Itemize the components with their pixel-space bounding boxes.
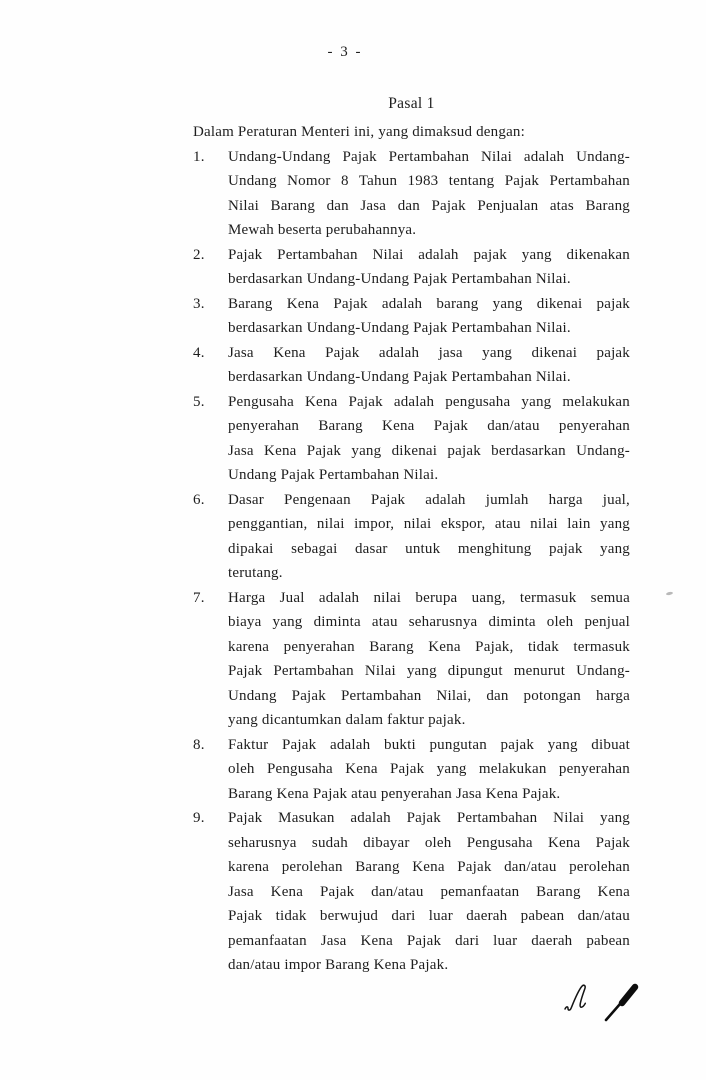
item-number: 6. [193,491,205,508]
definition-item [193,806,630,978]
definition-item [193,145,630,243]
definition-item [193,341,630,390]
item-number: 9. [193,810,205,826]
definition-item [193,586,630,733]
item-number: 4. [193,344,205,361]
item-number: 2. [193,246,205,263]
item-lines [228,145,630,243]
article-body [193,120,630,978]
item-lines [228,733,630,807]
intro-text: Dalam Peraturan Menteri ini, yang dimaksud dengan: [193,124,525,140]
item-line: penggantian, nilai impor, nilai ekspor, atau nilai lain yang [228,516,630,532]
item-line: Pajak Pertambahan Nilai yang dipungut menurut Undang- [228,663,630,679]
item-lines [228,806,630,978]
item-number: 8. [193,736,205,753]
item-lines [228,341,630,390]
item-line: terutang. [228,565,283,581]
item-line: seharusnya sudah dibayar oleh Pengusaha Kena Pajak [228,834,630,851]
item-line: Nilai Barang dan Jasa dan Pajak Penjualan atas Barang [228,197,630,214]
item-line: Faktur Pajak adalah bukti pungutan pajak yang dibuat [228,736,630,753]
item-line: yang dicantumkan dalam faktur pajak. [228,712,466,728]
item-line: pemanfaatan Jasa Kena Pajak dari luar daerah pabean [228,932,630,949]
item-number: 7. [193,589,205,606]
scan-speck [666,591,673,595]
item-lines [228,488,630,586]
item-line: Undang Pajak Pertambahan Nilai. [228,467,439,483]
item-line: biaya yang diminta atau seharusnya diminta oleh penjual [228,614,630,630]
page-number: - 3 - [327,44,363,60]
item-line: Undang Nomor 8 Tahun 1983 tentang Pajak Pertambahan [228,173,630,189]
item-line: Pajak Masukan adalah Pajak Pertambahan Nilai yang [228,810,630,826]
item-lines [228,390,630,488]
item-line: Barang Kena Pajak adalah barang yang dikenai pajak [228,295,630,312]
definition-item [193,733,630,807]
item-line: Jasa Kena Pajak yang dikenai pajak berdasarkan Undang- [228,442,630,459]
item-line: Pengusaha Kena Pajak adalah pengusaha yang melakukan [228,393,630,410]
item-line: Harga Jual adalah nilai berupa uang, termasuk semua [228,589,630,606]
item-line: Undang-Undang Pajak Pertambahan Nilai adalah Undang- [228,148,630,165]
article-heading: Pasal 1 [388,95,435,112]
item-line: berdasarkan Undang-Undang Pajak Pertambahan Nilai. [228,369,571,385]
item-lines [228,586,630,733]
item-line: Barang Kena Pajak atau penyerahan Jasa Kena Pajak. [228,785,561,802]
item-line: karena penyerahan Barang Kena Pajak, tidak termasuk [228,638,630,655]
item-line: karena perolehan Barang Kena Pajak dan/atau perolehan [228,859,630,875]
item-lines [228,243,630,292]
item-line: Mewah beserta perubahannya. [228,222,417,238]
definition-item [193,488,630,586]
item-line: Dasar Pengenaan Pajak adalah jumlah harga jual, [228,491,630,508]
item-line: oleh Pengusaha Kena Pajak yang melakukan penyerahan [228,761,630,777]
item-lines [228,292,630,341]
item-line: Jasa Kena Pajak dan/atau pemanfaatan Barang Kena [228,883,630,900]
item-line: Pajak Pertambahan Nilai adalah pajak yang dikenakan [228,246,630,263]
item-number: 3. [193,295,205,312]
item-line: penyerahan Barang Kena Pajak dan/atau penyerahan [228,418,630,434]
initials-squiggle-icon [565,985,585,1010]
definitions-list [193,145,630,978]
item-number: 5. [193,393,205,410]
item-line: berdasarkan Undang-Undang Pajak Pertambahan Nilai. [228,271,571,287]
handwritten-initials [558,972,650,1026]
definition-item [193,243,630,292]
item-number: 1. [193,148,205,165]
item-line: Jasa Kena Pajak adalah jasa yang dikenai pajak [228,344,630,361]
item-line: Undang Pajak Pertambahan Nilai, dan potongan harga [228,687,630,704]
item-line: dan/atau impor Barang Kena Pajak. [228,957,449,973]
definition-item [193,292,630,341]
item-line: dipakai sebagai dasar untuk menghitung pajak yang [228,540,630,557]
pen-stroke-icon [606,987,635,1020]
item-line: Pajak tidak berwujud dari luar daerah pabean dan/atau [228,908,630,924]
item-line: berdasarkan Undang-Undang Pajak Pertambahan Nilai. [228,320,571,336]
definition-item [193,390,630,488]
